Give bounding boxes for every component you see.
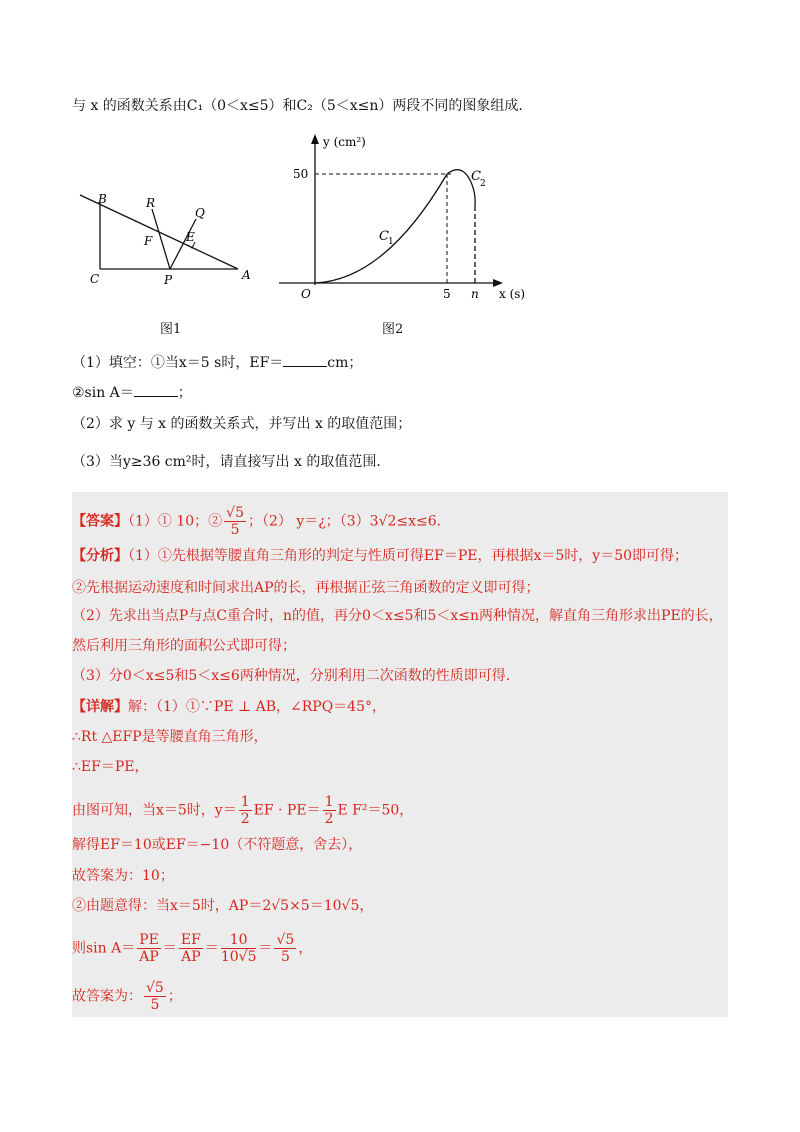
detail-text-9: 故答案为： bbox=[72, 988, 142, 1005]
detail-text-4b: EF · PE＝ bbox=[253, 802, 321, 819]
detail-line-4 bbox=[72, 794, 413, 827]
final-fraction bbox=[144, 980, 166, 1013]
frac-pe-ap bbox=[137, 932, 161, 965]
detail-line-2: ∴Rt △EFP是等腰直角三角形， bbox=[72, 729, 268, 745]
question-1-unit: cm； bbox=[327, 355, 363, 371]
frac-ef-den: AP bbox=[181, 949, 201, 965]
y-axis-label: y (cm²) bbox=[323, 135, 366, 149]
label-a: A bbox=[242, 268, 251, 282]
detail-tag: 【详解】 bbox=[72, 699, 128, 715]
analysis-line-1 bbox=[72, 546, 688, 566]
y-axis-arrow bbox=[311, 134, 319, 144]
label-c: C bbox=[90, 272, 100, 286]
detail-text-4a: 由图可知，当x＝5时，y＝ bbox=[72, 802, 237, 819]
blank-ef bbox=[283, 352, 327, 367]
question-2: （2）求 y 与 x 的函数关系式，并写出 x 的取值范围； bbox=[72, 416, 412, 432]
frac-pe-den: AP bbox=[139, 949, 159, 965]
detail-line-8: 则sin A＝ $\frac{PE}{AP}$ ＝ $\frac{EF}{AP}$ ＝ $\frac{10}{10√5}$ ＝ $\frac{√5}{5}$ ， bbox=[72, 932, 313, 965]
analysis-text-1: （1）①先根据等腰直角三角形的判定与性质可得EF＝PE，再根据x＝5时，y＝50即可得； bbox=[128, 548, 689, 564]
detail-line-7: ②由题意得：当x＝5时，AP＝2√5×5＝10√5， bbox=[72, 898, 374, 914]
label-e: E bbox=[186, 230, 195, 244]
label-c2-sub: 2 bbox=[480, 179, 486, 189]
label-f: F bbox=[144, 234, 153, 248]
detail-line-1 bbox=[72, 697, 386, 717]
answer-line bbox=[72, 505, 441, 538]
figure-2-caption: 图2 bbox=[382, 322, 404, 337]
answer-part-2: ；（2） y＝¿；（3）3√2≤x≤6. bbox=[248, 513, 442, 530]
label-c2: C bbox=[471, 169, 481, 184]
label-q: Q bbox=[195, 206, 205, 220]
answer-frac-num: √5 bbox=[226, 505, 244, 521]
question-1-text: （1）填空：①当x＝5 s时，EF＝ bbox=[72, 355, 284, 371]
answer-fraction bbox=[224, 505, 246, 538]
detail-text-8a: 则sin A＝ bbox=[72, 940, 136, 957]
half-den-2: 2 bbox=[324, 811, 334, 827]
frac-ef-num: EF bbox=[180, 932, 201, 948]
origin-label: O bbox=[301, 287, 311, 301]
analysis-line-2: ②先根据运动速度和时间求出AP的长，再根据正弦三角函数的定义即可得； bbox=[72, 580, 540, 596]
tick-n: n bbox=[471, 287, 479, 301]
frac-10-den: 10√5 bbox=[220, 949, 257, 965]
figure-1-caption: 图1 bbox=[160, 322, 182, 337]
blank-sina bbox=[134, 382, 178, 397]
detail-line-9 bbox=[72, 980, 182, 1013]
frac-10-num: 10 bbox=[221, 932, 257, 949]
tick-50: 50 bbox=[293, 167, 309, 181]
question-1b-end: ； bbox=[177, 385, 192, 401]
frac-pe-num: PE bbox=[139, 932, 159, 948]
label-c1: C bbox=[379, 229, 389, 244]
frac-root5 bbox=[274, 932, 296, 965]
detail-line-5: 解得EF＝10或EF＝−10（不符题意，舍去）， bbox=[72, 837, 363, 853]
ray-pr bbox=[152, 209, 170, 269]
question-1b bbox=[72, 382, 192, 403]
question-3: （3）当y≥36 cm²时，请直接写出 x 的取值范围. bbox=[72, 454, 381, 470]
answer-part-1: （1）① 10；② bbox=[128, 513, 223, 530]
analysis-line-5: （3）分0＜x≤5和5＜x≤6两种情况，分别利用二次函数的性质即可得. bbox=[72, 668, 511, 684]
label-b: B bbox=[98, 192, 107, 206]
final-frac-num: √5 bbox=[146, 980, 164, 996]
x-axis-arrow bbox=[493, 279, 503, 287]
figure-1 bbox=[60, 185, 270, 295]
answer-tag: 【答案】 bbox=[72, 513, 128, 530]
detail-text-1: 解：（1）①∵PE ⊥ AB，∠RPQ＝45°， bbox=[128, 699, 386, 715]
half-num-2: 1 bbox=[324, 794, 334, 810]
question-1b-text: ②sin A＝ bbox=[72, 385, 134, 401]
frac-root5-den: 5 bbox=[280, 949, 290, 965]
label-r: R bbox=[146, 196, 156, 210]
x-axis-label: x (s) bbox=[499, 287, 526, 301]
detail-line-3: ∴EF＝PE， bbox=[72, 759, 149, 775]
final-frac-den: 5 bbox=[150, 997, 160, 1013]
detail-text-9-end: ； bbox=[167, 988, 182, 1005]
analysis-line-3: （2）先求出当点P与点C重合时，n的值，再分0＜x≤5和5＜x≤n两种情况，解直角三角形求出PE的长， bbox=[72, 608, 723, 624]
detail-text-4c: E F²＝50， bbox=[337, 802, 414, 819]
frac-10 bbox=[221, 932, 257, 965]
answer-frac-den: 5 bbox=[230, 522, 240, 538]
frac-ef-ap bbox=[179, 932, 203, 965]
detail-line-6: 故答案为：10； bbox=[72, 868, 174, 884]
label-c1-sub: 1 bbox=[388, 237, 394, 247]
half-num-1: 1 bbox=[240, 794, 250, 810]
intro-text: 与 x 的函数关系由C₁（0＜x≤5）和C₂（5＜x≤n）两段不同的图象组成. bbox=[72, 98, 523, 114]
question-1 bbox=[72, 352, 362, 373]
ray-pq bbox=[170, 219, 196, 269]
frac-root5-num: √5 bbox=[276, 932, 295, 948]
analysis-line-4: 然后利用三角形的面积公式即可得； bbox=[72, 638, 296, 654]
analysis-tag: 【分析】 bbox=[72, 548, 128, 564]
tick-5: 5 bbox=[443, 287, 451, 301]
fraction-half-1 bbox=[239, 794, 252, 827]
fraction-half-2 bbox=[323, 794, 336, 827]
label-p: P bbox=[164, 273, 173, 287]
half-den-1: 2 bbox=[240, 811, 250, 827]
figure-2 bbox=[275, 130, 535, 310]
